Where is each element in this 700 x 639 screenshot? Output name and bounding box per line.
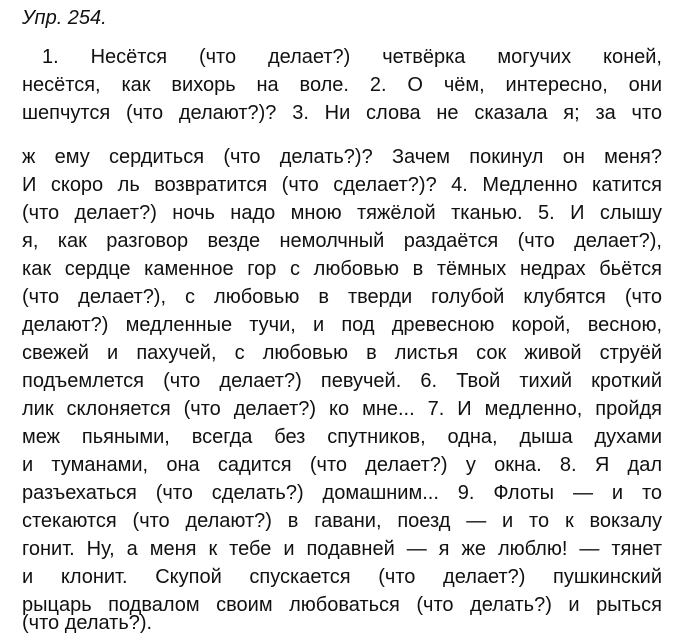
text-line-18 (0, 535, 700, 563)
text-line-content: шепчутся (что делают?)? 3. Ни слова не сказала я; за что (22, 102, 662, 124)
text-line-content: ж ему сердиться (что делать?)? Зачем покинул он меня? (22, 146, 662, 168)
text-line-15 (0, 451, 700, 479)
text-line-content: стекаются (что делают?) в гавани, поезд — и то к вокзалу (22, 510, 662, 532)
text-line-content: разъехаться (что сделать?) домашним... 9. Флоты — и то (22, 482, 662, 504)
text-line-content: я, как разговор везде немолчный раздаётся (что делает?), (22, 230, 662, 252)
text-line-content: делают?) медленные тучи, и под древесною корой, весною, (22, 314, 662, 336)
text-line-19 (0, 563, 700, 591)
text-line-2 (0, 71, 700, 99)
text-line-content: несётся, как вихорь на воле. 2. О чём, интересно, они (22, 74, 662, 96)
text-line-10 (0, 311, 700, 339)
text-line-content: и туманами, она садится (что делает?) у окна. 8. Я дал (22, 454, 662, 476)
text-line-content: гонит. Ну, а меня к тебе и подавней — я же люблю! — тянет (22, 538, 662, 560)
text-line-1 (0, 43, 700, 71)
text-line-11 (0, 339, 700, 367)
text-line-21 (0, 609, 700, 637)
exercise-title: Упр. 254. (22, 7, 107, 29)
text-line-content: рыцарь подвалом своим любоваться (что делать?) и рыться (22, 594, 662, 616)
text-line-6 (0, 199, 700, 227)
text-line-7 (0, 227, 700, 255)
text-line-17 (0, 507, 700, 535)
text-line-9 (0, 283, 700, 311)
text-line-content: как сердце каменное гор с любовью в тёмных недрах бьётся (22, 258, 662, 280)
text-line-content: (что делать?). (22, 612, 153, 634)
text-line-content: И скоро ль возвратится (что сделает?)? 4. Медленно катится (22, 174, 662, 196)
text-line-content: меж пьяными, всегда без спутников, одна, дыша духами (22, 426, 662, 448)
text-line-content: свежей и пахучей, с любовью в листья сок живой струёй (22, 342, 662, 364)
text-line-3 (0, 99, 700, 127)
text-line-8 (0, 255, 700, 283)
text-line-4 (0, 143, 700, 171)
text-line-content: (что делает?) ночь надо мною тяжёлой тканью. 5. И слышу (22, 202, 662, 224)
text-line-5 (0, 171, 700, 199)
text-line-content: (что делает?), с любовью в тверди голубой клубятся (что (22, 286, 662, 308)
text-line-content: 1. Несётся (что делает?) четвёрка могучих коней, (42, 46, 662, 68)
text-line-content: лик склоняется (что делает?) ко мне... 7. И медленно, пройдя (22, 398, 662, 420)
text-line-14 (0, 423, 700, 451)
text-line-12 (0, 367, 700, 395)
text-line-content: подъемлется (что делает?) певучей. 6. Твой тихий кроткий (22, 370, 662, 392)
text-line-13 (0, 395, 700, 423)
text-line-content: и клонит. Скупой спускается (что делает?) пушкинский (22, 566, 662, 588)
text-line-16 (0, 479, 700, 507)
